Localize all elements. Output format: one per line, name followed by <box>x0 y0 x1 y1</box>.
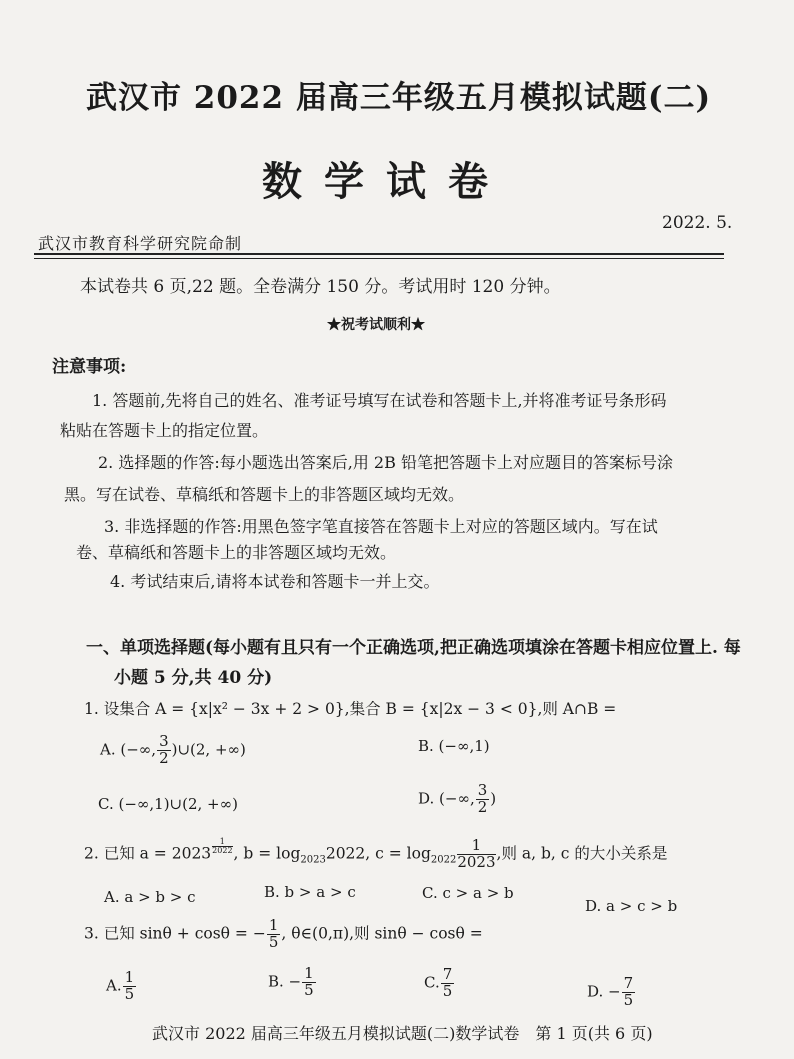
note-4: 4. 考试结束后,请将本试卷和答题卡一并上交。 <box>110 572 440 591</box>
q2-option-a: A. a > b > c <box>104 888 196 906</box>
exam-intro: 本试卷共 6 页,22 题。全卷满分 150 分。考试用时 120 分钟。 <box>80 277 561 297</box>
section-1-heading-line-2: 小题 5 分,共 40 分) <box>114 668 273 688</box>
note-2-line-1: 2. 选择题的作答:每小题选出答案后,用 2B 铅笔把答题卡上对应题目的答案标号涂 <box>98 453 673 472</box>
section-1-heading: 一、单项选择题(每小题有且只有一个正确选项,把正确选项填涂在答题卡相应位置上. 每 <box>86 638 741 658</box>
fraction: $\frac{3}{2}$ <box>477 781 488 816</box>
notes-heading: 注意事项: <box>52 357 127 377</box>
note-1-line-2: 粘贴在答题卡上的指定位置。 <box>60 421 269 440</box>
fraction: $\frac{1}{5}$ <box>124 968 135 1003</box>
fraction: $\frac{7}{5}$ <box>442 965 453 1000</box>
exam-title: 武汉市 2022 届高三年级五月模拟试题(二) <box>86 80 712 116</box>
subject-title: 数学试卷 <box>262 158 510 205</box>
q2-option-b: B. b > a > c <box>264 883 356 901</box>
question-1-stem: 1. 设集合 A = {x|x² − 3x + 2 > 0},集合 B = {x|2x − 3 < 0},则 A∩B = <box>84 700 617 718</box>
q1-option-d: D. (−∞, $\frac{3}{2}$ ) <box>418 781 497 816</box>
note-3-line-2: 卷、草稿纸和答题卡上的非答题区域均无效。 <box>76 543 397 562</box>
question-3-stem: 3. 已知 sinθ + cosθ = − $\frac{1}{5}$ , θ∈(0,π),则 sinθ − cosθ = <box>84 916 483 951</box>
q3-option-d: D. − $\frac{7}{5}$ <box>587 974 634 1009</box>
good-luck-note: ★祝考试顺利★ <box>327 317 425 333</box>
q3-option-a: A. $\frac{1}{5}$ <box>106 968 135 1003</box>
exam-date: 2022. 5. <box>662 213 733 233</box>
fraction: $\frac{1}{2023}$ <box>457 836 496 871</box>
fraction: $\frac{3}{2}$ <box>159 732 169 767</box>
q2-option-c: C. c > a > b <box>422 884 514 902</box>
q2-option-d: D. a > c > b <box>585 897 678 915</box>
q1-option-c: C. (−∞,1)∪(2, +∞) <box>98 795 238 813</box>
q1-option-a: A. (−∞, $\frac{3}{2}$ )∪(2, +∞) <box>100 732 246 767</box>
note-3-line-1: 3. 非选择题的作答:用黑色签字笔直接答在答题卡上对应的答题区域内。写在试 <box>104 517 658 536</box>
fraction: $\frac{7}{5}$ <box>623 974 634 1009</box>
exponent-fraction: 1 2022 <box>212 837 233 856</box>
q3-option-b: B. − $\frac{1}{5}$ <box>268 964 314 999</box>
issuing-organization: 武汉市教育科学研究院命制 <box>38 234 243 253</box>
fraction: $\frac{1}{5}$ <box>268 916 279 951</box>
question-2-stem: 2. 已知 a = 2023 $^{\frac{1}{2022}}$ , $b = \log_{2023}2022$, $c = \log_{2022}$ $\frac{1}{2023}$ ,则 a, b, c 的大小关系是 <box>84 836 668 871</box>
page-footer: 武汉市 2022 届高三年级五月模拟试题(二)数学试卷 第 1 页(共 6 页) <box>152 1024 653 1043</box>
q3-option-c: C. $\frac{7}{5}$ <box>424 965 453 1000</box>
header-rule-thin <box>34 258 724 259</box>
note-2-line-2: 黑。写在试卷、草稿纸和答题卡上的非答题区域均无效。 <box>64 485 465 504</box>
q1-option-b: B. (−∞,1) <box>418 737 490 755</box>
fraction: $\frac{1}{5}$ <box>304 964 314 999</box>
header-rule <box>34 253 724 255</box>
note-1-line-1: 1. 答题前,先将自己的姓名、准考证号填写在试卷和答题卡上,并将准考证号条形码 <box>92 391 667 410</box>
